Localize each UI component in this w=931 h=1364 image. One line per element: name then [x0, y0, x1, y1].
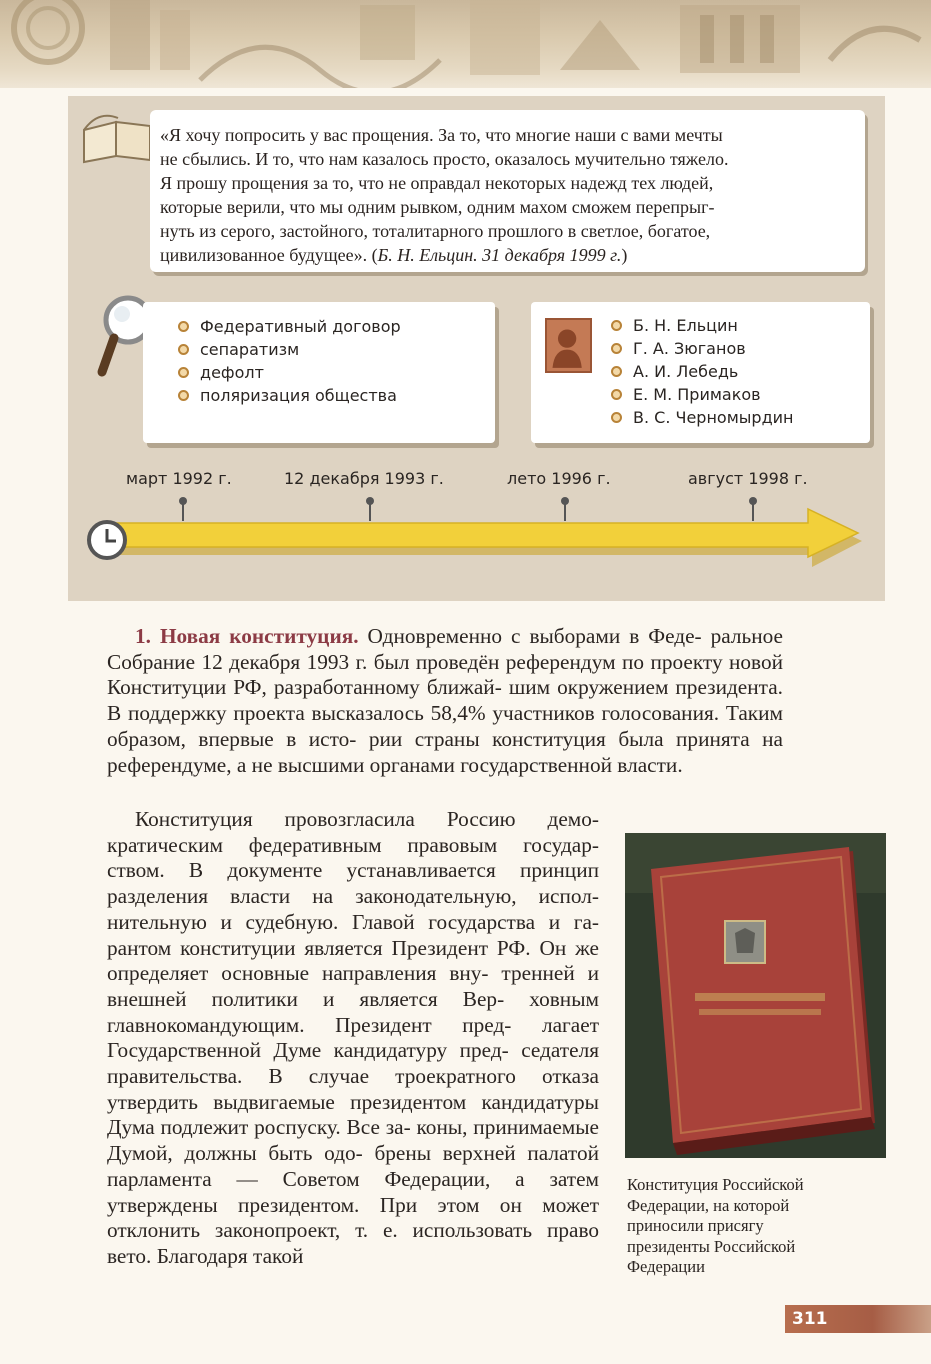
open-book-icon: [78, 104, 158, 164]
list-item: [607, 314, 794, 337]
text-line: Одновременно с выборами в Феде-: [358, 624, 702, 648]
term-label: дефолт: [200, 363, 264, 382]
person-silhouette-icon: [545, 318, 592, 373]
text-line: Федерации, а затем утверждены президентом.: [107, 1166, 600, 1217]
caption-line: президенты Российской: [627, 1236, 796, 1256]
section-new-constitution: [107, 624, 783, 778]
mural-illustration: [0, 0, 931, 88]
bullet-icon: [611, 412, 622, 423]
list-item: [607, 360, 794, 383]
clock-icon: [86, 519, 128, 561]
section-heading: 1. Новая конституция.: [135, 624, 359, 648]
person-name: Г. А. Зюганов: [633, 339, 746, 358]
quote-line: цивилизованное будущее». (: [160, 245, 378, 265]
person-name: Б. Н. Ельцин: [633, 316, 738, 335]
timeline-date: лето 1996 г.: [507, 469, 611, 488]
text-line: коны, принимаемые Думой, должны быть одо-: [107, 1115, 600, 1166]
timeline-date: 12 декабря 1993 г.: [284, 469, 444, 488]
constitution-paragraph: [107, 807, 599, 1270]
bullet-icon: [611, 343, 622, 354]
bullet-icon: [611, 320, 622, 331]
quote-line: не сбылись. И то, что нам казалось просто, оказалось мучительно тяжело.: [160, 149, 729, 169]
text-line: рантом конституции является Президент РФ.: [107, 935, 531, 960]
key-persons-list: [607, 314, 794, 429]
yeltsin-quote: [160, 123, 860, 267]
decorative-header-band: [0, 0, 931, 88]
timeline-date: март 1992 г.: [126, 469, 232, 488]
quote-source: Б. Н. Ельцин. 31 декабря 1999 г.: [377, 245, 622, 265]
timeline-date: август 1998 г.: [688, 469, 808, 488]
bullet-icon: [611, 366, 622, 377]
constitution-book-photo: [625, 833, 886, 1158]
text-line: лагает Государственной Думе кандидатуру пред-: [107, 1012, 599, 1063]
key-terms-list: [174, 315, 401, 407]
text-line: высшими органами государственной власти.: [277, 752, 683, 777]
term-label: сепаратизм: [200, 340, 300, 359]
person-name: А. И. Лебедь: [633, 362, 739, 381]
bullet-icon: [178, 367, 189, 378]
text-line: Он же определяет основные направления вну-: [107, 935, 600, 986]
text-line: кратическим федеративным правовым государ-: [107, 832, 599, 857]
bullet-icon: [178, 390, 189, 401]
list-item: [174, 384, 401, 407]
quote-line: нуть из серого, застойного, тоталитарного прошлого в светлое, богатое,: [160, 221, 711, 241]
text-line: брены верхней палатой парламента — Советом: [107, 1141, 599, 1191]
text-line: шим окружением президента. В поддержку проекта высказалось: [107, 675, 784, 726]
caption-line: Федерации: [627, 1257, 705, 1276]
list-item: [607, 383, 794, 406]
bullet-icon: [611, 389, 622, 400]
timeline-tick: [179, 497, 757, 521]
person-name: Е. М. Примаков: [633, 385, 761, 404]
list-item: [174, 338, 401, 361]
text-line: 58,4% участников голосования. Таким образом, впервые в исто-: [107, 701, 783, 751]
page-number: 311: [792, 1309, 828, 1329]
text-line: т. е. использовать право вето. Благодаря такой: [107, 1218, 599, 1268]
text-line: нительную и судебную. Главой государства и га-: [107, 909, 599, 934]
term-label: Федеративный договор: [200, 317, 401, 336]
quote-line-end: ): [621, 245, 628, 265]
text-line: тренней и внешней политики и является Вер-: [107, 961, 599, 1011]
text-line: ральное Собрание 12 декабря 1993 г. был проведён референдум: [107, 624, 783, 674]
text-line: ховным главнокомандующим. Президент пред-: [107, 986, 599, 1037]
text-line: разделения власти на законодательную, испол-: [107, 884, 599, 909]
quote-line: которые верили, что мы одним рывком, одним махом сможем перепрыг-: [160, 197, 715, 217]
quote-line: Я прошу прощения за то, что не оправдал некоторых надежд тех людей,: [160, 173, 714, 193]
text-line: При этом он может отклонить законопроект,: [107, 1192, 600, 1243]
list-item: [174, 361, 401, 384]
text-line: рии страны конституция была принята на референдуме, а не: [107, 726, 784, 777]
timeline-arrow: [68, 495, 885, 575]
caption-line: приносили присягу: [627, 1216, 764, 1235]
quote-line: «Я хочу попросить у вас прощения. За то, что многие наши с вами мечты: [160, 125, 723, 145]
text-line: отказа утвердить выдвигаемые президентом: [107, 1064, 599, 1114]
list-item: [607, 406, 794, 429]
caption-line: Конституция Российской: [627, 1175, 804, 1194]
photo-caption: [627, 1175, 887, 1278]
person-name: В. С. Черномырдин: [633, 408, 794, 427]
caption-line: Федерации, на которой: [627, 1195, 790, 1215]
list-item: [174, 315, 401, 338]
list-item: [607, 337, 794, 360]
text-line: ством. В документе устанавливается принцип: [107, 858, 599, 883]
bullet-icon: [178, 321, 189, 332]
text-line: седателя правительства. В случае троекратного: [107, 1038, 599, 1089]
text-line: Конституция провозгласила Россию демо-: [135, 807, 599, 831]
text-line: кандидатуры Дума подлежит роспуску. Все за-: [107, 1089, 599, 1140]
term-label: поляризация общества: [200, 386, 397, 405]
bullet-icon: [178, 344, 189, 355]
text-line: по проекту новой Конституции РФ, разработанному ближай-: [107, 649, 784, 700]
